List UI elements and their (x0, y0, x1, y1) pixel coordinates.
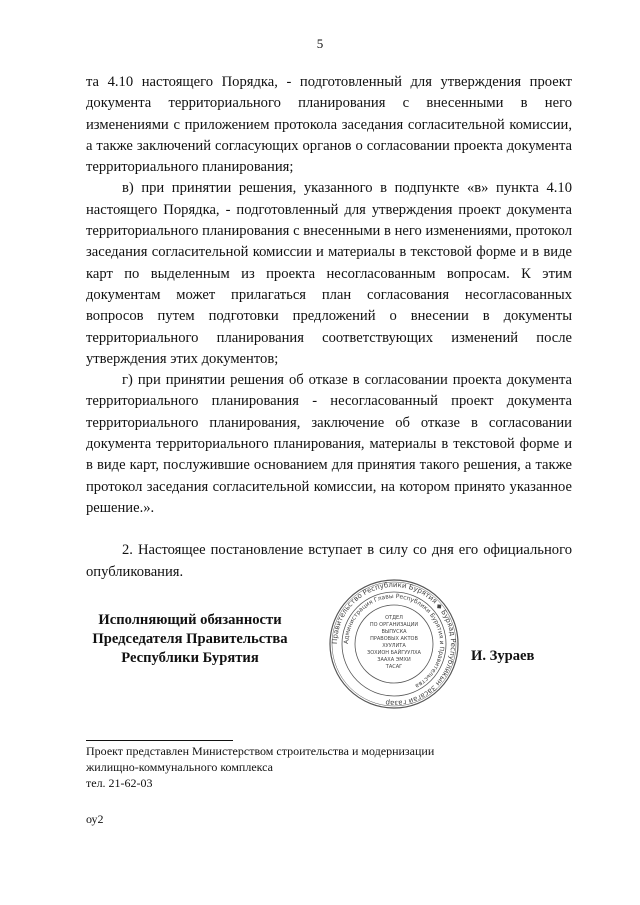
signatory-name: И. Зураев (471, 648, 535, 664)
signatory-title-line: Исполняющий обязанности (98, 612, 282, 628)
footer-line: жилищно-коммунального комплекса (86, 760, 273, 774)
footer-phone: тел. 21-62-03 (86, 776, 153, 790)
seal-center-line: ТАСАГ (385, 664, 403, 670)
signatory-title-line: Республики Бурятия (121, 650, 259, 666)
footer-note (86, 743, 434, 791)
signatory-title (86, 611, 294, 668)
footer-line: Проект представлен Министерством строительства и модернизации (86, 744, 435, 758)
paragraph-continuation: та 4.10 настоящего Порядка, - подготовленный для утверждения проект документа территориального планирования с внесенными в него изменениями с приложением протокола заседания согласительной комиссии, а также заключений согласующих органов о согласовании проекта документа территориального планирования; (86, 74, 572, 176)
official-seal (328, 578, 460, 710)
paragraph-item-g: г) при принятии решения об отказе в согласовании проекта документа территориального планирования - несогласованный проект документа территориального планирования, заключение об отказе в согласовании документа территориального планирования, материалы в текстовой форме и в виде карт, послужившие основанием для принятия такого решения, а также протокол заседания согласительной комиссии, на котором принято указанное решение.». (86, 372, 572, 516)
seal-center-line: ХУУЛИТА (382, 643, 406, 649)
footer-divider (86, 740, 233, 741)
seal-center-line: ЗОХИОН БАЙГУУЛХА (367, 650, 421, 656)
seal-center-line: ВЫПУСКА (381, 629, 407, 635)
seal-center-line: ЗААХА ЭМХИ (377, 657, 411, 663)
paragraph-item-v: в) при принятии решения, указанного в подпункте «в» пункта 4.10 настоящего Порядка, - подготовленный для утверждения проект документа территориального планирования с внесенными в него изменениями, протокол заседания согласительной комиссии и материалы в текстовой форме и в виде карт по выделенным из проекта несогласованным вопросам. К этим документам может прилагаться план согласования несогласованных вопросов путем подготовки предложений о внесении в документы территориального планирования соответствующих изменений после утверждения этих документов; (86, 180, 572, 367)
seal-center-line: ОТДЕЛ (385, 615, 403, 621)
seal-center-line: ПО ОРГАНИЗАЦИИ (369, 622, 419, 628)
paragraph-effective-date: 2. Настоящее постановление вступает в силу со дня его официального опубликования. (86, 542, 572, 580)
seal-outer-text: Правительство Республики Бурятия ◆ Буряад Республикын Засагай газар (330, 580, 458, 708)
seal-center-line: ПРАВОВЫХ АКТОВ (370, 636, 418, 642)
signatory-title-line: Председателя Правительства (92, 631, 288, 647)
document-code: оу2 (86, 812, 104, 826)
seal-inner-text: Администрация Главы Республики Бурятия и Правительства (342, 592, 446, 690)
page-number: 5 (316, 36, 324, 51)
document-body (86, 72, 572, 583)
